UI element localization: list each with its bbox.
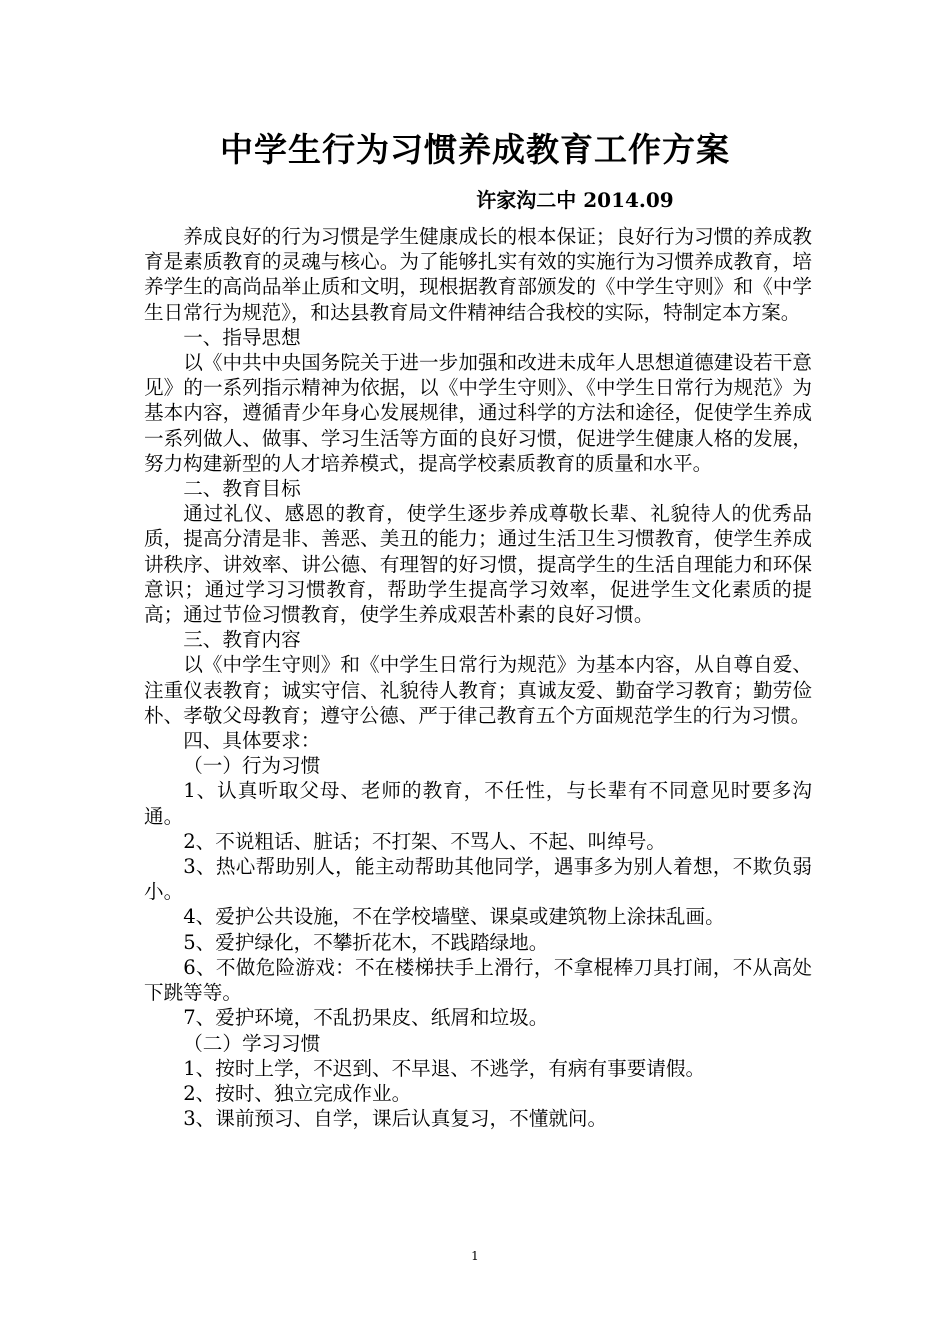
document-body bbox=[144, 224, 812, 1131]
list-item: 6、不做危险游戏：不在楼梯扶手上滑行，不拿棍棒刀具打闹，不从高处下跳等等。 bbox=[144, 955, 812, 1005]
section-heading-guiding-ideology: 一、指导思想 bbox=[183, 325, 301, 349]
subsection-heading-study-habits: （二）学习习惯 bbox=[183, 1031, 321, 1055]
paragraph-intro: 养成良好的行为习惯是学生健康成长的根本保证；良好行为习惯的养成教育是素质教育的灵魂与核心。为了能够扎实有效的实施行为习惯养成教育，培养学生的高尚品举止质和文明，现根据教育部颁发的《中学生守则》和《中学生日常行为规范》，和达县教育局文件精神结合我校的实际，特制定本方案。 bbox=[144, 225, 812, 324]
section-heading-requirements: 四、具体要求： bbox=[183, 729, 321, 753]
section-heading-education-content: 三、教育内容 bbox=[183, 628, 301, 652]
paragraph-education-goals: 通过礼仪、感恩的教育，使学生逐步养成尊敬长辈、礼貌待人的优秀品质，提高分清是非、善恶、美丑的能力；通过生活卫生习惯教育，使学生养成讲秩序、讲效率、讲公德、有理智的好习惯，提高学生的生活自理能力和环保意识；通过学习习惯教育，帮助学生提高学习效率，促进学生文化素质的提高；通过节俭习惯教育，使学生养成艰苦朴素的良好习惯。 bbox=[144, 502, 812, 627]
list-item: 4、爱护公共设施，不在学校墙壁、课桌或建筑物上涂抹乱画。 bbox=[183, 905, 725, 929]
subsection-heading-behavior-habits: （一）行为习惯 bbox=[183, 754, 321, 778]
page-number: 1 bbox=[471, 1249, 479, 1263]
list-item: 1、按时上学，不迟到、不早退、不逃学，有病有事要请假。 bbox=[183, 1056, 706, 1080]
list-item: 3、课前预习、自学，课后认真复习，不懂就问。 bbox=[183, 1107, 608, 1131]
list-item: 1、认真听取父母、老师的教育，不任性，与长辈有不同意见时要多沟通。 bbox=[144, 779, 812, 828]
paragraph-education-content: 以《中学生守则》和《中学生日常行为规范》为基本内容，从自尊自爱、注重仪表教育；诚实守信、礼貌待人教育；真诚友爱、勤奋学习教育；勤劳俭朴、孝敬父母教育；遵守公德、严于律己教育五个方面规范学生的行为习惯。 bbox=[144, 653, 812, 727]
list-item: 5、爱护绿化，不攀折花木，不践踏绿地。 bbox=[183, 930, 549, 954]
list-item: 2、按时、独立完成作业。 bbox=[183, 1081, 412, 1105]
document-subtitle: 许家沟二中 2014.09 bbox=[476, 188, 674, 212]
list-item: 7、爱护环境，不乱扔果皮、纸屑和垃圾。 bbox=[183, 1006, 549, 1030]
document-title: 中学生行为习惯养成教育工作方案 bbox=[220, 130, 730, 169]
list-item: 2、不说粗话、脏话；不打架、不骂人、不起、叫绰号。 bbox=[183, 829, 666, 853]
section-heading-education-goals: 二、教育目标 bbox=[183, 477, 301, 501]
list-item: 3、热心帮助别人，能主动帮助其他同学，遇事多为别人着想，不欺负弱小。 bbox=[144, 855, 812, 904]
paragraph-guiding-ideology: 以《中共中央国务院关于进一步加强和改进未成年人思想道德建设若干意见》的一系列指示精神为依据，以《中学生守则》、《中学生日常行为规范》为基本内容，遵循青少年身心发展规律，通过科学的方法和途径，促使学生养成一系列做人、做事、学习生活等方面的良好习惯，促进学生健康人格的发展，努力构建新型的人才培养模式，提高学校素质教育的质量和水平。 bbox=[144, 351, 812, 475]
